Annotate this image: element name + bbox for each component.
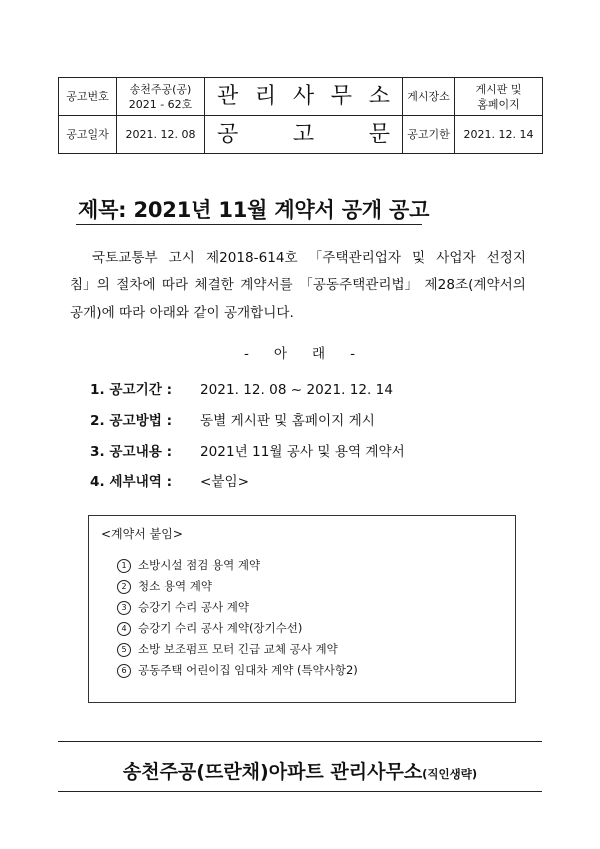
attachment-item: 2 청소 용역 계약 <box>117 578 212 594</box>
body-word: 및 <box>412 250 426 266</box>
body-word: 제28조(계약서의 <box>424 277 526 293</box>
below-char: - <box>350 346 357 362</box>
item-method: 2. 공고방법 : 동별 게시판 및 홈페이지 게시 <box>90 413 375 429</box>
below-heading <box>0 342 600 362</box>
heading-char: 관 <box>217 84 239 109</box>
footer-top-rule <box>58 741 542 742</box>
body-word: 절차에 <box>116 277 156 293</box>
attachment-item: 1 소방시설 점검 용역 계약 <box>117 557 260 573</box>
body-word: 「공동주택관리법」 <box>299 277 419 293</box>
heading-char: 무 <box>330 84 353 109</box>
below-char: 래 <box>312 346 327 362</box>
body-word: 침」의 <box>70 277 110 293</box>
attachment-item: 6 공동주택 어린이집 임대차 계약 (특약사항2) <box>117 662 358 678</box>
body-word: 제2018-614호 <box>205 250 298 266</box>
body-paragraph-line-3: 공개)에 따라 아래와 같이 공개합니다. <box>70 305 294 321</box>
document-title: 제목: 2021년 11월 계약서 공개 공고 <box>78 198 430 222</box>
heading-char: 공 <box>217 122 239 147</box>
heading-char: 리 <box>254 84 277 109</box>
attachment-item: 4 승강기 수리 공사 계약(장기수선) <box>117 620 302 636</box>
body-word: 국토교통부 <box>92 250 158 266</box>
notice-number-label: 공고번호 <box>59 78 117 116</box>
deadline-label: 공고기한 <box>403 116 455 154</box>
notice-date-label: 공고일자 <box>59 116 117 154</box>
body-paragraph-line-2 <box>70 273 526 293</box>
posting-place-value: 게시판 및 홈페이지 <box>455 78 543 116</box>
notice-heading <box>205 116 403 154</box>
management-office-heading <box>205 78 403 116</box>
notice-date-value: 2021. 12. 08 <box>117 116 205 154</box>
body-word: 체결한 <box>194 277 234 293</box>
attachment-item: 5 소방 보조펌프 모터 긴급 교체 공사 계약 <box>117 641 338 657</box>
notice-header-table <box>58 77 543 154</box>
seal-omitted-note: (직인생략) <box>422 767 478 781</box>
item-period: 1. 공고기간 : 2021. 12. 08 ~ 2021. 12. 14 <box>90 382 393 398</box>
body-word: 고시 <box>168 250 195 266</box>
heading-char: 사 <box>292 84 315 109</box>
issuer-name: 송천주공(뜨란채)아파트 관리사무소(직인생략) <box>122 761 478 783</box>
attachment-box <box>88 515 516 703</box>
heading-char: 고 <box>292 122 315 147</box>
item-details: 4. 세부내역 : <붙임> <box>90 474 250 490</box>
body-paragraph-line-1 <box>92 246 526 266</box>
below-char: - <box>243 346 250 362</box>
heading-char: 소 <box>368 84 390 109</box>
posting-place-label: 게시장소 <box>403 78 455 116</box>
below-char: 아 <box>273 346 288 362</box>
notice-number-value: 송천주공(공) 2021 - 62호 <box>117 78 205 116</box>
item-content: 3. 공고내용 : 2021년 11월 공사 및 용역 계약서 <box>90 444 405 460</box>
heading-char: 문 <box>368 122 390 147</box>
deadline-value: 2021. 12. 14 <box>455 116 543 154</box>
body-word: 「주택관리업자 <box>308 250 402 266</box>
attachment-title: <계약서 붙임> <box>101 527 183 541</box>
body-word: 선정지 <box>486 250 526 266</box>
body-word: 계약서를 <box>240 277 293 293</box>
footer-bottom-rule <box>58 791 542 792</box>
body-word: 사업자 <box>436 250 476 266</box>
body-word: 따라 <box>161 277 189 293</box>
title-underline <box>76 224 422 225</box>
attachment-item: 3 승강기 수리 공사 계약 <box>117 599 249 615</box>
